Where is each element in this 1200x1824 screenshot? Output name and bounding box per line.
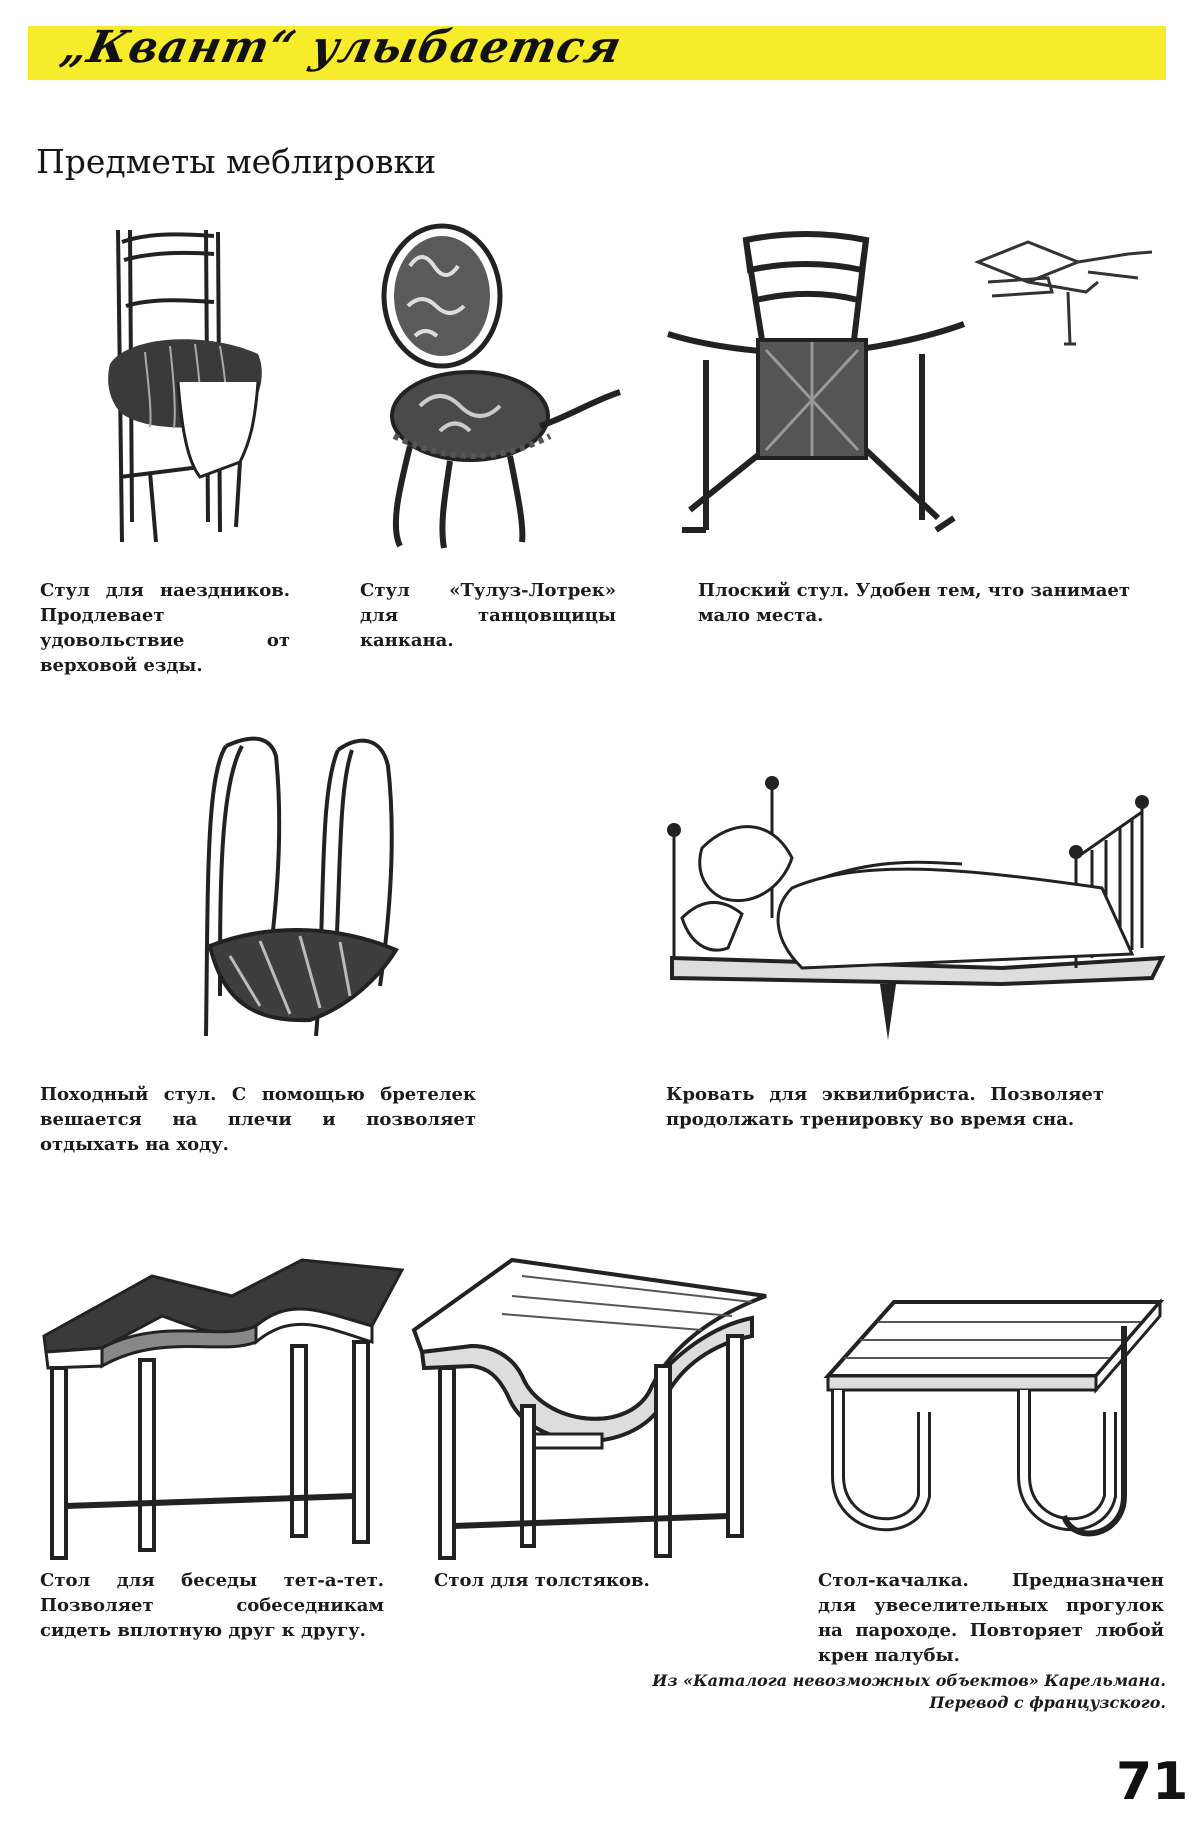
tete-a-tete-table-illustration <box>42 1256 412 1566</box>
equilibrist-bed-illustration <box>662 778 1162 1048</box>
toulouse-lautrec-chair-caption: Стул «Тулуз-Лотрек» для танцовщицы канкана. <box>360 580 616 651</box>
source-line-2: Перевод с французского. <box>929 1693 1166 1712</box>
rocking-table-caption: Стол-качалка. Предназначен для увеселительных прогулок на пароходе. Повторяет любой крен палубы. <box>818 1570 1164 1666</box>
flat-chair-diagram <box>968 232 1158 352</box>
camping-chair-illustration <box>200 736 410 1042</box>
camping-chair-caption: Походный стул. С помощью бретелек вешается на плечи и позволяет отдыхать на ходу. <box>40 1084 476 1155</box>
toulouse-lautrec-chair-illustration <box>380 226 630 556</box>
banner-title: „Квант“ улыбается <box>56 22 627 73</box>
source-line-1: Из «Каталога невозможных объектов» Карельмана. <box>652 1671 1166 1690</box>
rocking-table-illustration <box>824 1296 1164 1562</box>
fat-people-table-illustration <box>412 1256 772 1576</box>
source-attribution <box>652 1670 1166 1714</box>
header-banner <box>28 22 1166 80</box>
flat-chair-illustration <box>666 230 966 550</box>
page-number: 71 <box>1116 1752 1189 1812</box>
tete-a-tete-table-caption: Стол для беседы тет-а-тет. Позволяет собеседникам сидеть вплотную друг к другу. <box>40 1570 384 1641</box>
equilibrist-bed-caption: Кровать для эквилибриста. Позволяет продолжать тренировку во время сна. <box>666 1084 1104 1130</box>
fat-people-table-caption: Стол для толстяков. <box>434 1570 650 1591</box>
riders-chair-caption: Стул для наездников. Продлевает удовольствие от верховой езды. <box>40 580 290 676</box>
riders-chair-illustration <box>90 222 290 552</box>
page-title: Предметы меблировки <box>36 142 437 181</box>
flat-chair-caption: Плоский стул. Удобен тем, что занимает мало места. <box>698 580 1130 626</box>
